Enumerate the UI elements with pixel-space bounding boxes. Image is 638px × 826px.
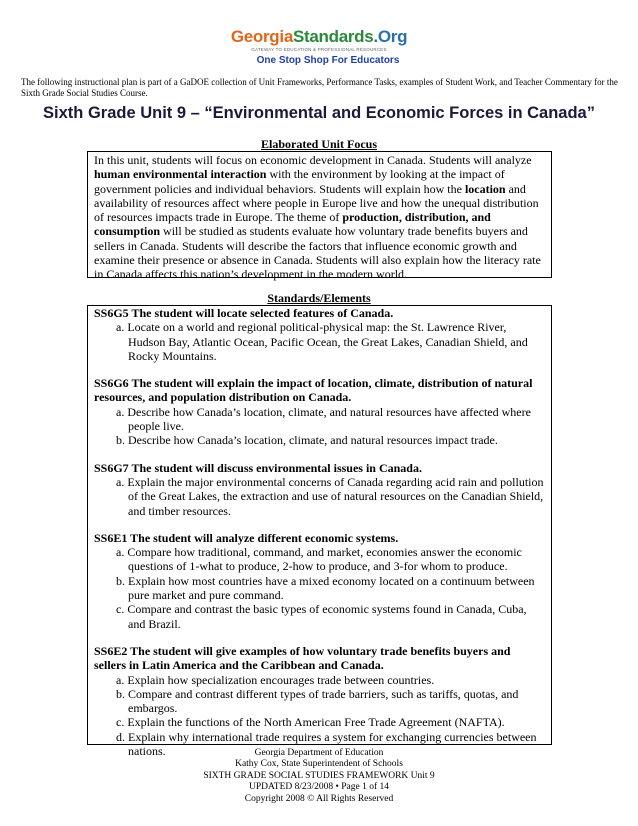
standards-heading: Standards/Elements — [267, 291, 371, 305]
standard-element: b. Describe how Canada’s location, climate, and natural resources impact trade. — [116, 433, 498, 448]
logo-slogan: One Stop Shop For Educators — [256, 55, 400, 66]
intro-paragraph: The following instructional plan is part of a GaDOE collection of Unit Frameworks, Performance Tasks, examples of Student Work, and Teacher Commentary for the Sixth Grade Social Studies Course. — [21, 77, 618, 98]
logo-tagline: GATEWAY TO EDUCATION & PROFESSIONAL RESOURCES — [251, 47, 387, 52]
footer-line: Georgia Department of Education — [254, 748, 384, 758]
focus-text-4: will be studied as students evaluate how voluntary trade benefits buyers and sellers in Canada. Students will describe the factors that influence economic growth and examine their presence or absence in Canada. Students will also explain how the literacy rate in Canada affects this nation’s development in the modern world. — [94, 224, 541, 282]
focus-text-3: and availability of resources affect where people in Europe live and how the unequal distribution of resources impacts trade in Europe. The theme of — [94, 181, 539, 225]
focus-bold-3: production, distribution, and consumption — [94, 210, 491, 239]
standard-title: SS6E2 The student will give examples of how voluntary trade benefits buyers and sellers in Latin America and the Caribbean and Canada. — [94, 643, 511, 673]
standard-element: a. Compare how traditional, command, and market, economies answer the economic questions of 1-what to produce, 2-how to produce, and 3-for whom to produce. — [116, 545, 522, 574]
standard-title: SS6E1 The student will analyze different economic systems. — [94, 530, 399, 545]
standard-title: SS6G7 The student will discuss environmental issues in Canada. — [94, 460, 422, 475]
logo-part-standards: Standards — [292, 27, 374, 46]
standard-element: a. Describe how Canada’s location, climate, and natural resources have affected where people live. — [116, 404, 531, 434]
focus-heading: Elaborated Unit Focus — [260, 137, 377, 151]
standard-element: b. Compare and contrast different types of trade barriers, such as tariffs, quotas, and embargos. — [116, 686, 519, 716]
logo-part-org: .Org — [373, 27, 408, 46]
georgiastandards-logo — [0, 28, 638, 66]
page-title: Sixth Grade Unit 9 – “Environmental and Economic Forces in Canada” — [43, 104, 595, 122]
standard-element: a. Locate on a world and regional political-physical map: the St. Lawrence River, Hudson Bay, Atlantic Ocean, Pacific Ocean, the Great Lakes, Canadian Shield, and Rocky Mountains. — [116, 320, 528, 363]
footer-line: Copyright 2008 © All Rights Reserved — [244, 793, 394, 804]
footer-line: Kathy Cox, State Superintendent of Schools — [235, 759, 403, 770]
focus-text-1: In this unit, students will focus on economic development in Canada. Students will analyze — [94, 153, 532, 167]
focus-text-2: with the environment by looking at the impact of government policies and individual behaviors. Students will explain how the — [94, 167, 505, 196]
focus-paragraph — [94, 153, 545, 282]
standard-element: a. Explain the major environmental concerns of Canada regarding acid rain and pollution of the Great Lakes, the extraction and use of natural resources on the Canadian Shield, and timber resources. — [116, 474, 544, 518]
footer-line: UPDATED 8/23/2008 • Page 1 of 14 — [248, 782, 389, 793]
focus-bold-2: location — [464, 181, 506, 196]
logo-part-georgia: Georgia — [230, 27, 293, 46]
focus-box — [87, 151, 552, 282]
logo-wordmark — [0, 28, 638, 46]
page-footer — [0, 748, 638, 805]
standard-element: c. Explain the functions of the North American Free Trade Agreement (NAFTA). — [116, 715, 505, 730]
standard-element: d. Explain why international trade requires a system for exchanging currencies between nations. — [116, 729, 537, 759]
standard-element: b. Explain how most countries have a mixed economy located on a continuum between pure market and pure command. — [116, 573, 535, 603]
footer-line: SIXTH GRADE SOCIAL STUDIES FRAMEWORK Unit 9 — [203, 770, 435, 781]
focus-bold-1: human environmental interaction — [94, 167, 267, 182]
standard-title: SS6G6 The student will explain the impact of location, climate, distribution of natural resources, and population distribution on Canada. — [94, 376, 533, 405]
standard-element: c. Compare and contrast the basic types of economic systems found in Canada, Cuba, and Brazil. — [116, 602, 527, 631]
standard-element: a. Explain how specialization encourages trade between countries. — [116, 672, 435, 687]
standard-title: SS6G5 The student will locate selected features of Canada. — [94, 306, 394, 320]
